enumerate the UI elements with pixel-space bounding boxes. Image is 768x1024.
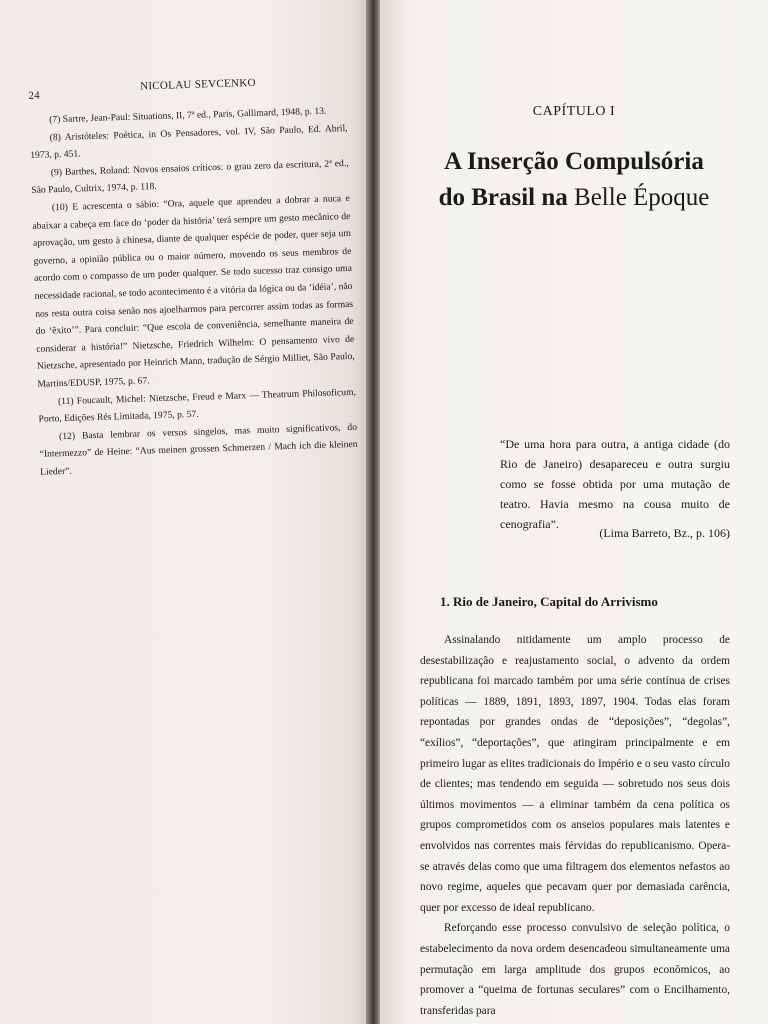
chapter-title	[380, 144, 768, 216]
chapter-label: CAPÍTULO I	[532, 104, 616, 119]
left-page-content	[28, 74, 358, 481]
footnote-8: (8) Aristóteles: Poética, in Os Pensadores, vol. IV, São Paulo, Ed. Abril, 1973, p. 451.	[30, 122, 348, 162]
body-text	[420, 630, 730, 1021]
chapter-title-line-2	[380, 180, 768, 216]
chapter-title-line-2-bold: do Brasil na	[438, 184, 568, 211]
footnote-11: (11) Foucault, Michel: Nietzsche, Freud e Marx — Theatrum Philosoficum, Porto, Edições Rés Limitada, 1975, p. 57.	[38, 386, 357, 425]
footnote-10: (10) E acrescenta o sábio: “Ora, aquele que aprendeu a dobrar a nuca e abaixar a cabeça em face do ‘poder da história’ terá sempre um gesto mecânico de aprovação, um gesto à chinesa, diante de qualquer espécie de poder, quer seja um governo, a opinião pública ou o maior número, movendo os seus membros de acordo com o compasso de um poder qualquer. Se todo sucesso traz consigo uma necessidade racional, se todo acontecimento é a vitória da lógica ou da ‘idéia’, não nos resta outra coisa senão nos ajoelharmos para percorrer assim todas as formas do ‘êxito’”. Para concluir: “Que escola de conveniência, semelhante maneira de considerar a história!” Nietzsche, Friedrich Wilhelm: O pensamento vivo de Nietzsche, apresentado por Heinrich Mann, tradução de Sérgio Milliet, São Paulo, Martins/EDUSP, 1975, p. 67.	[32, 192, 355, 390]
footnote-7: (7) Sartre, Jean-Paul: Situations, II, 7ª ed., Paris, Gallimard, 1948, p. 13.	[48, 105, 327, 126]
body-paragraph-1: Assinalando nitidamente um amplo processo de desestabilização e reajustamento social, o advento da ordem republicana foi marcado também por uma série contínua de crises políticas — 1889, 1891, 1893, 1897, 1904. Todas elas foram repontadas por grandes ondas de “deposições”, “degolas”, “exílios”, “deportações”, que atingiram principalmente e em primeiro lugar as elites tradicionais do Império e o seu vasto círculo de clientes; mas tendendo em seguida — sobretudo nos seus dois últimos movimentos — a eliminar também da cena política os grupos comprometidos com os anseios populares mais latentes e envolvidos nas correntes mais férvidas do republicanismo. Opera-se através delas como que uma filtragem dos elementos nefastos ao novo regime, aqueles que pecavam quer por demasiada carência, quer por excesso de ideal republicano.	[420, 634, 730, 914]
footnote-12: (12) Basta lembrar os versos singelos, mas muito significativos, do “Intermezzo” de Heine: “Aus meinen grossen Schmerzen / Mach ich die kleinen Lieder”.	[39, 421, 358, 478]
chapter-title-line-1: A Inserção Compulsória	[444, 148, 704, 175]
epigraph-source: (Lima Barreto, Bz., p. 106)	[599, 526, 730, 540]
section-heading: 1. Rio de Janeiro, Capital do Arrivismo	[440, 594, 658, 609]
running-head: NICOLAU SEVCENKO	[139, 76, 256, 93]
chapter-title-line-2-normal: Belle Époque	[574, 184, 710, 211]
footnote-9: (9) Barthes, Roland: Novos ensaios críticos: o grau zero da escritura, 2ª ed., São Paulo, Cultrix, 1974, p. 118.	[31, 157, 349, 197]
epigraph-text: “De uma hora para outra, a antiga cidade (do Rio de Janeiro) desapareceu e outra surgiu como se fosse obtida por uma mutação de teatro. Havia mesmo na cousa muito de cenografia”.	[500, 437, 730, 531]
body-paragraph-2: Reforçando esse processo convulsivo de seleção política, o estabelecimento da nova ordem desencadeou simultaneamente uma permutação em larga amplitude dos grupos econômicos, ao promover a “queima de fortunas seculares” com o Encilhamento, transferidas para	[420, 922, 730, 1017]
page-number: 24	[28, 89, 41, 102]
footnotes	[29, 102, 358, 481]
epigraph	[500, 434, 730, 534]
